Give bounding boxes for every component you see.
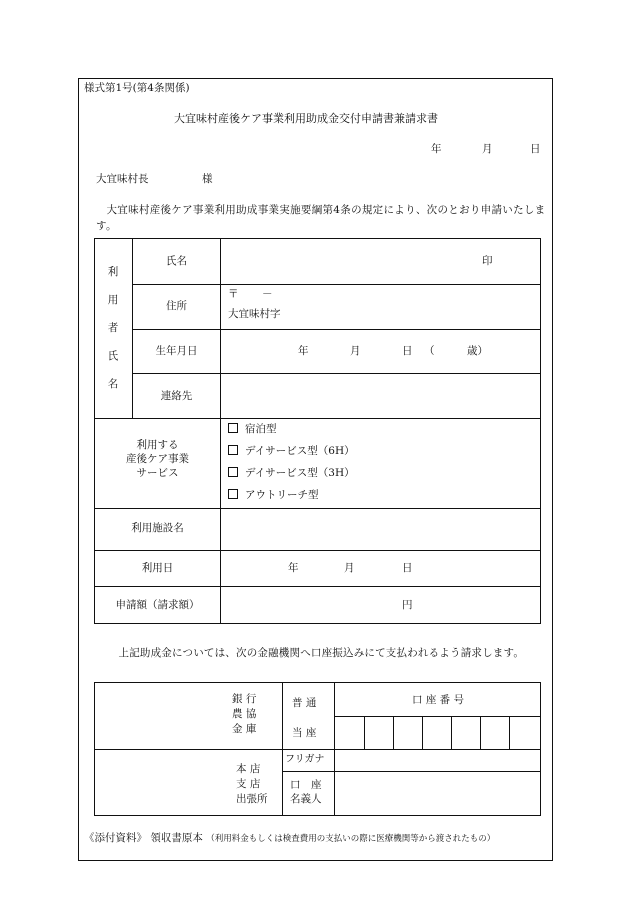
account-holder-label: 口 座 名義人 bbox=[290, 779, 322, 805]
form-number: 様式第1号(第4条関係) bbox=[84, 82, 190, 94]
service-option-stay[interactable]: 宿泊型 bbox=[228, 417, 355, 439]
seal-mark: 印 bbox=[482, 255, 493, 267]
use-date-year: 年 bbox=[288, 562, 299, 574]
intro-text: 大宜味村産後ケア事業利用助成事業実施要綱第4条の規定により、次のとおり申請いたします。 bbox=[96, 204, 546, 232]
account-holder-field[interactable] bbox=[335, 772, 540, 815]
postal-dash: － bbox=[262, 288, 273, 300]
account-type-ordinary[interactable]: 普 通 bbox=[292, 697, 317, 709]
age-open: （ bbox=[424, 345, 435, 357]
birthdate-label: 生年月日 bbox=[155, 345, 198, 357]
date-day: 日 bbox=[530, 143, 541, 155]
account-number-label: 口 座 番 号 bbox=[411, 694, 464, 706]
date-year: 年 bbox=[431, 143, 442, 155]
name-label: 氏名 bbox=[166, 255, 187, 267]
date-month: 月 bbox=[482, 143, 493, 155]
amount-unit: 円 bbox=[402, 599, 413, 611]
use-date-month: 月 bbox=[344, 562, 355, 574]
attachment-line bbox=[84, 832, 495, 845]
addressee-name: 大宜味村長 bbox=[96, 173, 149, 185]
checkbox[interactable] bbox=[228, 423, 238, 433]
contact-label: 連絡先 bbox=[160, 390, 193, 402]
account-type-current[interactable]: 当 座 bbox=[292, 727, 317, 739]
form-title: 大宜味村産後ケア事業利用助成金交付申請書兼請求書 bbox=[174, 112, 438, 125]
facility-field[interactable] bbox=[221, 509, 540, 550]
checkbox[interactable] bbox=[228, 489, 238, 499]
furigana-label: フリガナ bbox=[285, 754, 325, 765]
amount-label: 申請額（請求額） bbox=[115, 599, 200, 611]
service-options bbox=[228, 417, 355, 505]
institution-types: 銀 行 農 協 金 庫 bbox=[232, 693, 257, 735]
birth-month: 月 bbox=[350, 345, 361, 357]
attachment-item: 領収書原本 bbox=[150, 832, 203, 844]
use-date-day: 日 bbox=[402, 562, 413, 574]
facility-label: 利用施設名 bbox=[131, 522, 184, 534]
postal-mark: 〒 bbox=[228, 288, 239, 300]
checkbox[interactable] bbox=[228, 467, 238, 477]
branch-types: 本 店 支 店 出張所 bbox=[236, 763, 268, 805]
birth-year: 年 bbox=[298, 345, 309, 357]
service-option-outreach[interactable]: アウトリーチ型 bbox=[228, 483, 355, 505]
service-label: 利用する 産後ケア事業 サービス bbox=[126, 439, 189, 479]
age-close: 歳） bbox=[467, 345, 488, 357]
birthdate-field[interactable] bbox=[221, 330, 540, 373]
birth-day: 日 bbox=[402, 345, 413, 357]
amount-field[interactable] bbox=[221, 587, 540, 623]
address-field[interactable] bbox=[221, 285, 540, 329]
addressee-honorific: 様 bbox=[202, 173, 213, 185]
request-text: 上記助成金については、次の金融機関へ口座振込みにて支払われるよう請求します。 bbox=[118, 647, 525, 659]
applicant-group-label: 利 用 者 氏 名 bbox=[107, 266, 119, 390]
address-prefix: 大宜味村字 bbox=[228, 308, 281, 320]
address-label: 住所 bbox=[166, 300, 187, 312]
checkbox[interactable] bbox=[228, 445, 238, 455]
service-option-day-6h[interactable]: デイサービス型（6H） bbox=[228, 439, 355, 461]
service-option-day-3h[interactable]: デイサービス型（3H） bbox=[228, 461, 355, 483]
attachment-note: （利用料金もしくは検査費用の支払いの際に医療機関等から渡されたもの） bbox=[206, 834, 496, 844]
furigana-field[interactable] bbox=[335, 750, 540, 771]
attachment-label: 《添付資料》 bbox=[84, 832, 147, 844]
name-field[interactable] bbox=[221, 239, 540, 284]
contact-field[interactable] bbox=[221, 374, 540, 418]
use-date-label: 利用日 bbox=[141, 562, 174, 574]
